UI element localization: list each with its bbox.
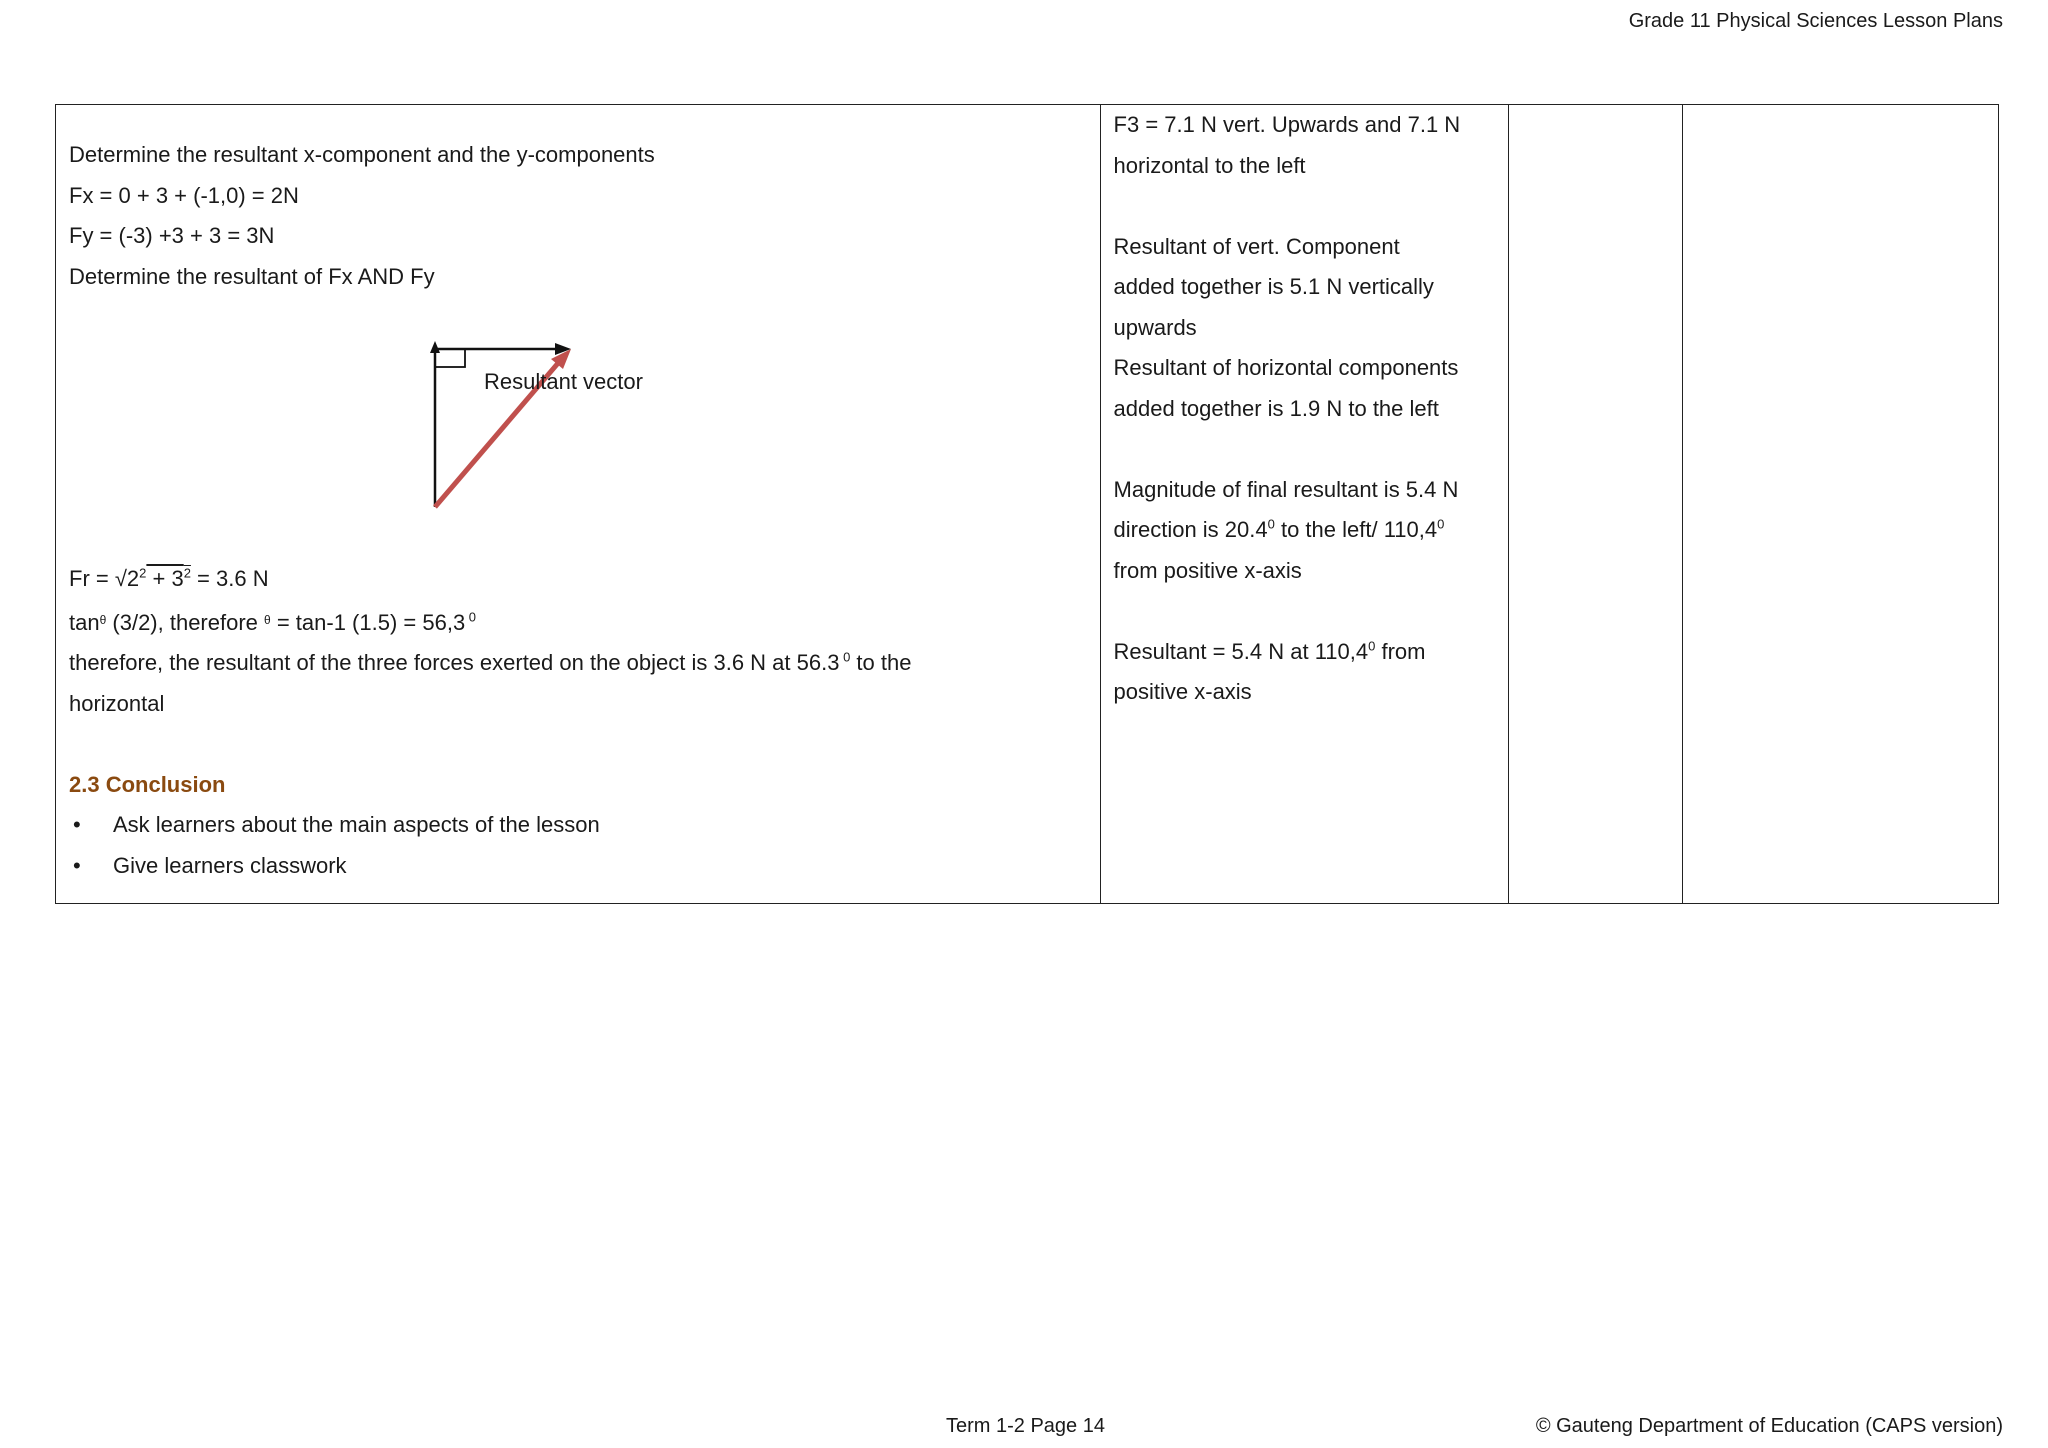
empty-cell xyxy=(1682,105,1998,904)
vector-diagram xyxy=(69,297,1088,559)
conclusion-statement-cont: horizontal xyxy=(69,690,165,716)
right-angle-marker xyxy=(435,349,465,367)
answer-line: horizontal to the left xyxy=(1113,152,1306,178)
answer-line: added together is 1.9 N to the left xyxy=(1113,395,1439,421)
empty-cell xyxy=(1508,105,1682,904)
resultant-vector-label: Resultant vector xyxy=(484,369,643,394)
bullet-icon: • xyxy=(73,852,81,878)
list-item: • Ask learners about the main aspects of the lesson xyxy=(69,805,1088,846)
answer-line: positive x-axis xyxy=(1113,679,1252,704)
answer-line: Resultant of vert. Component xyxy=(1113,233,1400,259)
tan-equation: $\tan^\theta (3/2)$, therefore $^\theta$ = tan-1 (1.5) = 56,3 $^0$ xyxy=(69,609,477,635)
vector-diagram-svg xyxy=(369,297,589,559)
answer-line: direction is 20.4$^0$ to the left/ 110,4$^0$ xyxy=(1113,516,1445,542)
copyright-notice: © Gauteng Department of Education (CAPS version) xyxy=(1535,1415,2003,1437)
answer-line: added together is 5.1 N vertically xyxy=(1113,274,1434,299)
conclusion-statement: therefore, the resultant of the three forces exerted on the object is 3.6 N at 56.3 $^0$ to the xyxy=(69,649,912,675)
answer-line: Resultant = 5.4 N at 110,4$^0$ from xyxy=(1113,638,1426,664)
section-heading: 2.3 Conclusion xyxy=(69,771,226,797)
fx-equation: Fx = 0 + 3 + (-1,0) = 2N xyxy=(69,182,299,208)
answer-line: from positive x-axis xyxy=(1113,557,1302,583)
answer-line: Resultant of horizontal components xyxy=(1113,355,1459,380)
bullet-icon: • xyxy=(73,812,81,837)
answer-line: Magnitude of final resultant is 5.4 N xyxy=(1113,476,1459,502)
learner-activity-cell xyxy=(1100,105,1508,904)
instruction-components: Determine the resultant x-component and the y-components xyxy=(69,142,655,167)
page-number: Term 1-2 Page 14 xyxy=(946,1415,1105,1437)
lesson-table xyxy=(55,104,1999,904)
table-row xyxy=(56,105,1999,904)
list-item: • Give learners classwork xyxy=(69,846,1088,887)
fy-equation: Fy = (-3) +3 + 3 = 3N xyxy=(69,223,275,248)
page-header: Grade 11 Physical Sciences Lesson Plans xyxy=(1628,10,2003,32)
instruction-resultant: Determine the resultant of Fx AND Fy xyxy=(69,263,435,289)
lesson-content-cell xyxy=(56,105,1101,904)
fr-equation: $Fr = √2^2 + 3^2 = 3.6$ N xyxy=(69,565,269,591)
answer-line: F3 = 7.1 N vert. Upwards and 7.1 N xyxy=(1113,112,1461,137)
answer-line: upwards xyxy=(1113,314,1197,340)
